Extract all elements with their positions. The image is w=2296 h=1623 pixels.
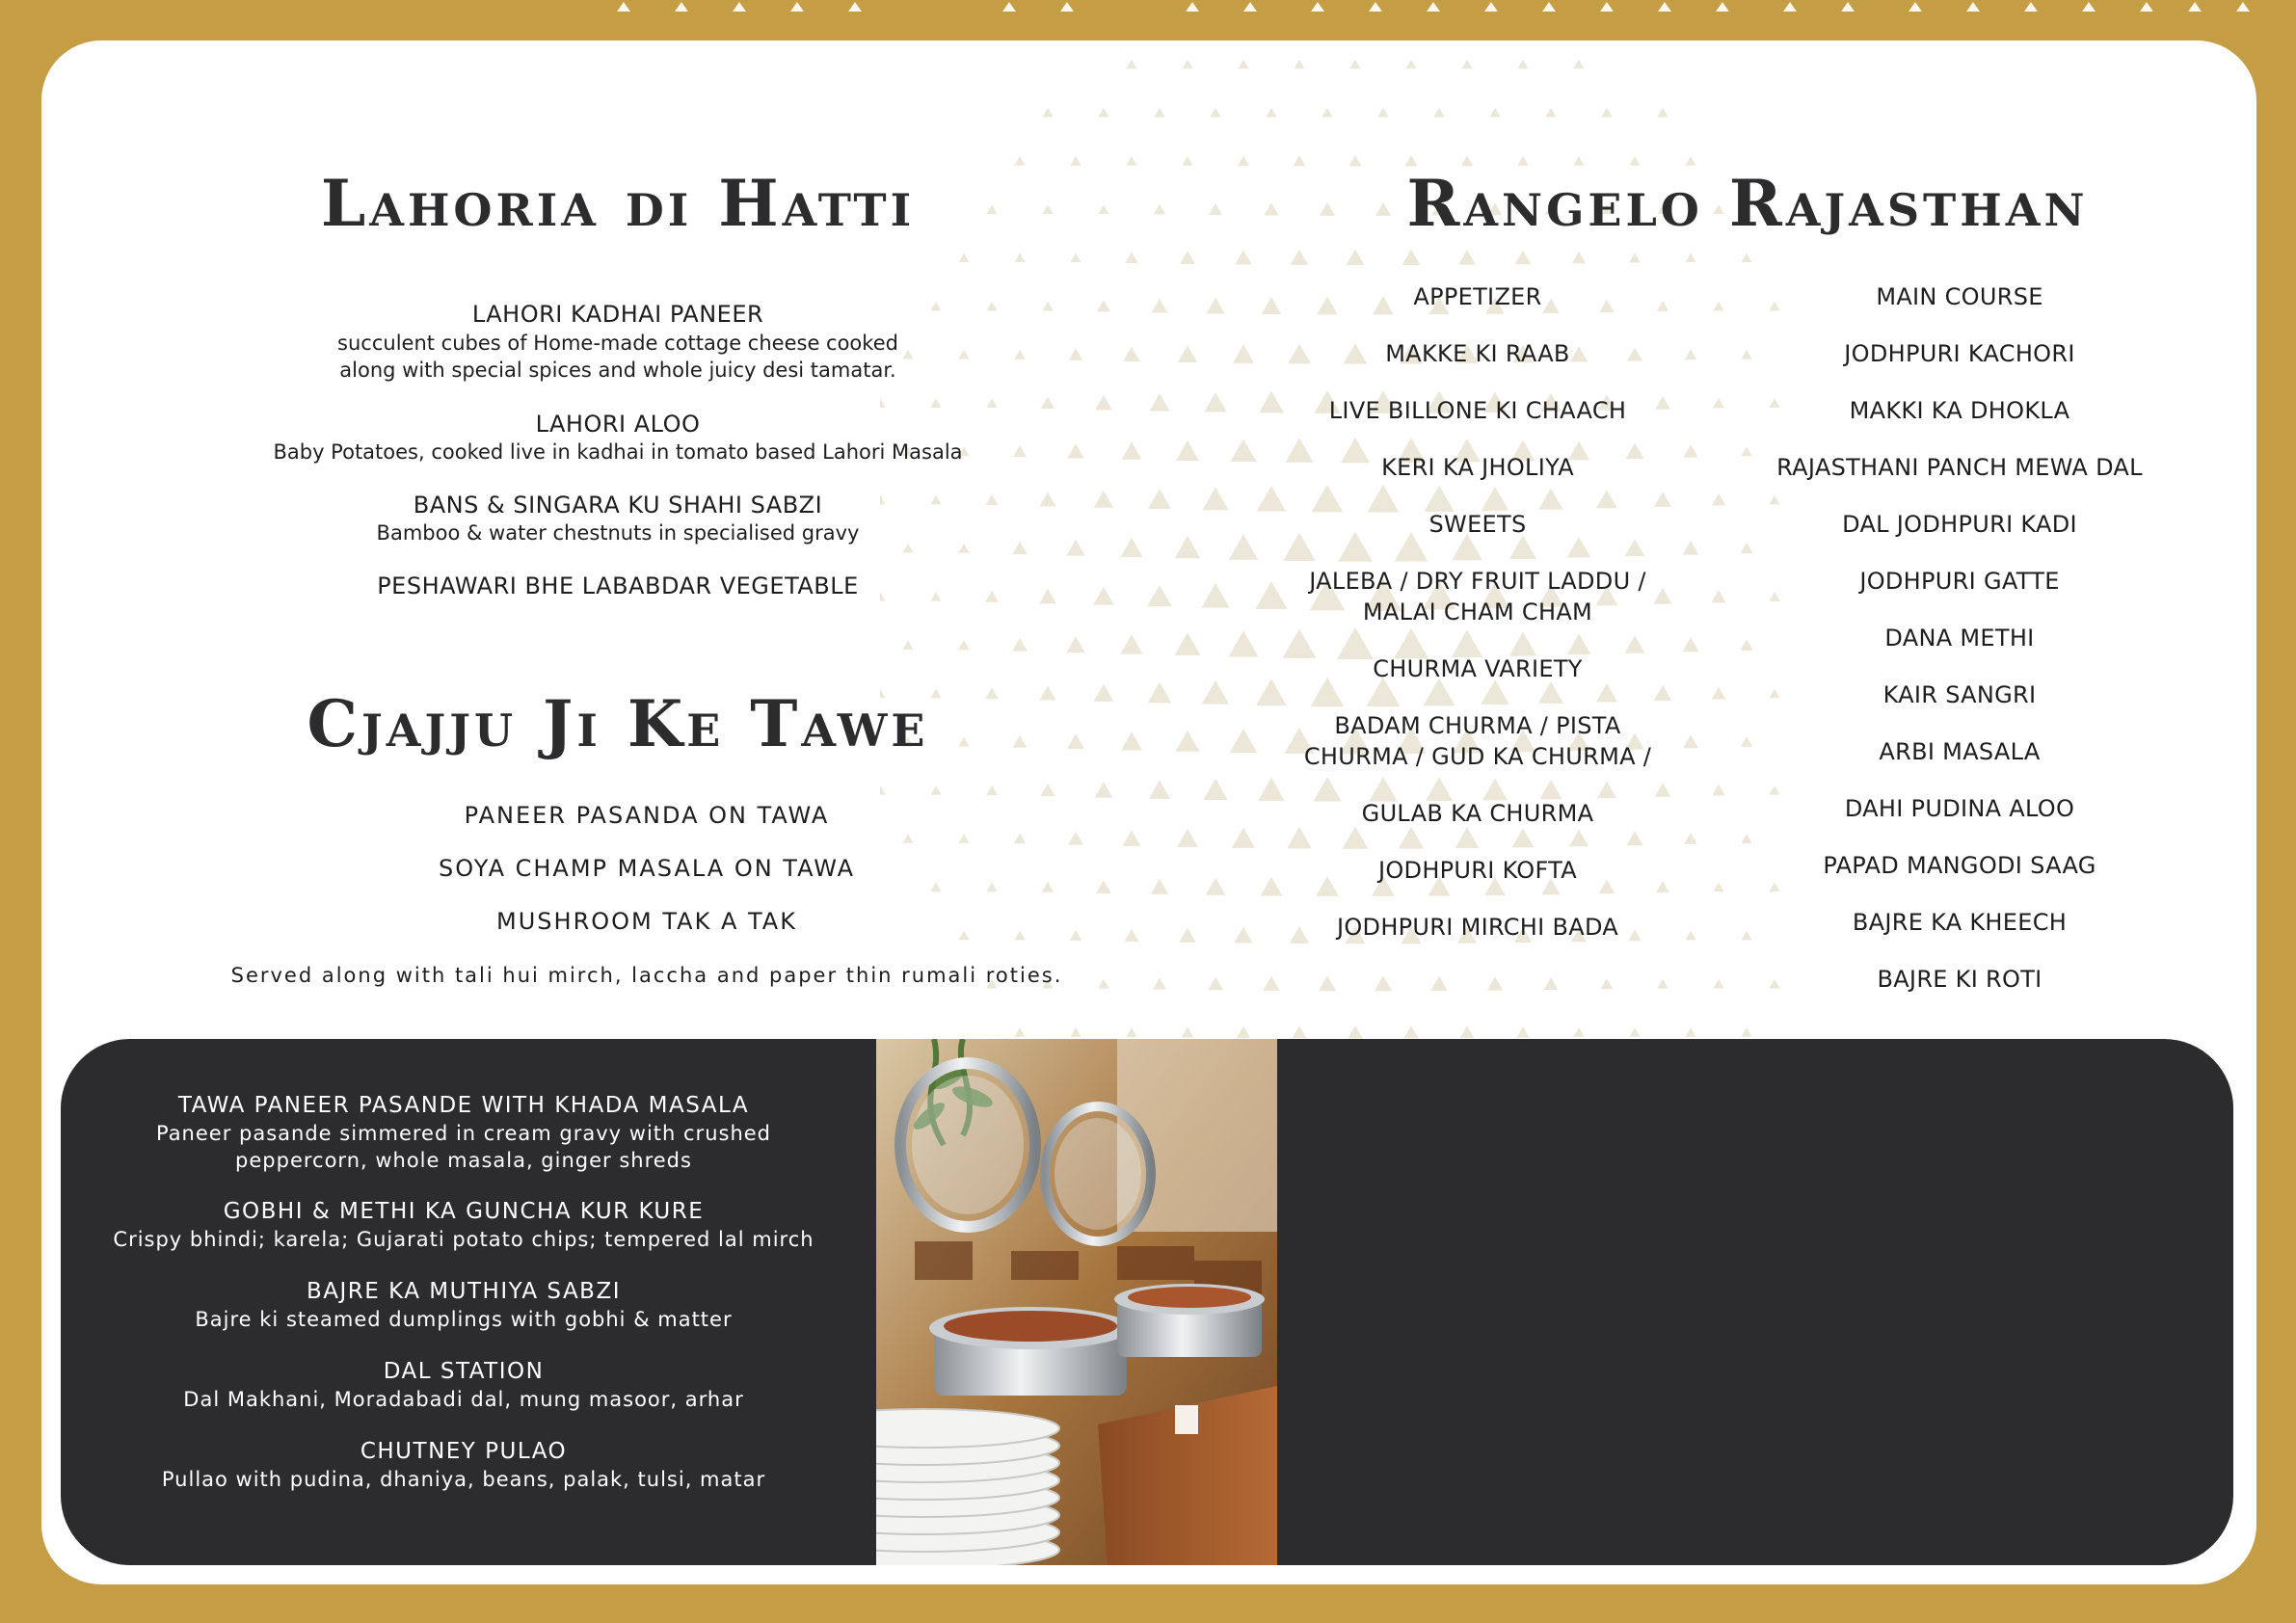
buffet-chafing-dish-photo [876, 1039, 1277, 1565]
rajasthan-main-course-item: KAIR SANGRI [1882, 681, 2037, 708]
rajasthan-appetizer-item: JALEBA / DRY FRUIT LADDU / [1309, 568, 1646, 595]
rajasthan-main-course-item: JODHPURI GATTE [1859, 568, 2060, 595]
tawa-item: PANEER PASANDA ON TAWA [464, 802, 830, 829]
rajasthan-appetizer-item: JODHPURI MIRCHI BADA [1336, 914, 1619, 941]
rajasthan-main-course-item: DAHI PUDINA ALOO [1844, 795, 2075, 822]
dark-item-name: TAWA PANEER PASANDE WITH KHADA MASALA [177, 1093, 750, 1118]
rajasthan-appetizer-item: GULAB KA CHURMA [1361, 800, 1594, 827]
dark-item-name: CHUTNEY PULAO [360, 1439, 568, 1464]
menu-item-name: LAHORI ALOO [535, 411, 701, 438]
menu-item-name: BANS & SINGARA KU SHAHI SABZI [413, 492, 823, 519]
rajasthan-appetizer-item: MAKKE KI RAAB [1385, 340, 1570, 367]
dark-item-description: Pullao with pudina, dhaniya, beans, palak, tulsi, matar [161, 1468, 766, 1491]
dark-item-name: GOBHI & METHI KA GUNCHA KUR KURE [223, 1199, 705, 1224]
menu-item-description: succulent cubes of Home-made cottage cheese cooked [337, 332, 898, 355]
rajasthan-main-course-item: DAL JODHPURI KADI [1842, 511, 2077, 538]
rajasthan-main-course-item: MAKKI KA DHOKLA [1849, 397, 2070, 424]
rajasthan-main-course-item: PAPAD MANGODI SAAG [1823, 852, 2096, 879]
section-title-rajasthan: Rangelo Rajasthan [1406, 166, 2089, 241]
menu-item-name: PESHAWARI BHE LABABDAR VEGETABLE [377, 572, 859, 599]
rajasthan-main-course-item: JODHPURI KACHORI [1844, 340, 2075, 367]
rajasthan-appetizer-item: APPETIZER [1413, 283, 1542, 310]
dark-item-description: Dal Makhani, Moradabadi dal, mung masoor, arhar [183, 1388, 744, 1411]
rajasthan-appetizer-item: CHURMA VARIETY [1373, 655, 1583, 682]
dark-item-name: DAL STATION [383, 1359, 545, 1384]
rajasthan-main-course-item: RAJASTHANI PANCH MEWA DAL [1776, 454, 2143, 481]
menu-item-name: LAHORI KADHAI PANEER [471, 301, 764, 328]
menu-item-description: Bamboo & water chestnuts in specialised gravy [376, 521, 860, 545]
tawa-item: MUSHROOM TAK A TAK [496, 908, 797, 935]
tawa-note: Served along with tali hui mirch, laccha and paper thin rumali roties. [230, 964, 1063, 987]
section-title-tawe: Cjajju Ji Ke Tawe [307, 686, 929, 761]
rajasthan-main-course-item: ARBI MASALA [1879, 738, 2041, 765]
dark-item-description: peppercorn, whole masala, ginger shreds [235, 1149, 692, 1172]
dark-menu-panel [61, 1039, 2233, 1565]
menu-item-description: along with special spices and whole juicy desi tamatar. [339, 359, 896, 382]
rajasthan-appetizer-item: BADAM CHURMA / PISTA [1334, 712, 1621, 739]
rajasthan-main-course-item: BAJRE KA KHEECH [1852, 909, 2068, 936]
rajasthan-appetizer-item: CHURMA / GUD KA CHURMA / [1303, 743, 1652, 770]
rajasthan-appetizer-item: KERI KA JHOLIYA [1381, 454, 1574, 481]
menu-item-description: Baby Potatoes, cooked live in kadhai in tomato based Lahori Masala [273, 440, 963, 464]
rajasthan-appetizer-item: MALAI CHAM CHAM [1362, 599, 1593, 625]
menu-page [41, 40, 2256, 1584]
dark-item-description: Paneer pasande simmered in cream gravy with crushed [155, 1122, 772, 1145]
section-title-lahoria: Lahoria di Hatti [320, 166, 916, 241]
dark-item-name: BAJRE KA MUTHIYA SABZI [306, 1279, 622, 1304]
dark-item-description: Crispy bhindi; karela; Gujarati potato chips; tempered lal mirch [113, 1228, 814, 1251]
dark-item-description: Bajre ki steamed dumplings with gobhi & matter [195, 1308, 733, 1331]
rajasthan-appetizer-item: JODHPURI KOFTA [1377, 857, 1578, 884]
tawa-item: SOYA CHAMP MASALA ON TAWA [438, 855, 856, 882]
rajasthan-main-course-item: BAJRE KI ROTI [1877, 966, 2042, 993]
rajasthan-main-course-item: MAIN COURSE [1876, 283, 2043, 310]
rajasthan-appetizer-item: SWEETS [1428, 511, 1527, 538]
rajasthan-main-course-item: DANA METHI [1884, 625, 2035, 652]
rajasthan-appetizer-item: LIVE BILLONE KI CHAACH [1328, 397, 1627, 424]
